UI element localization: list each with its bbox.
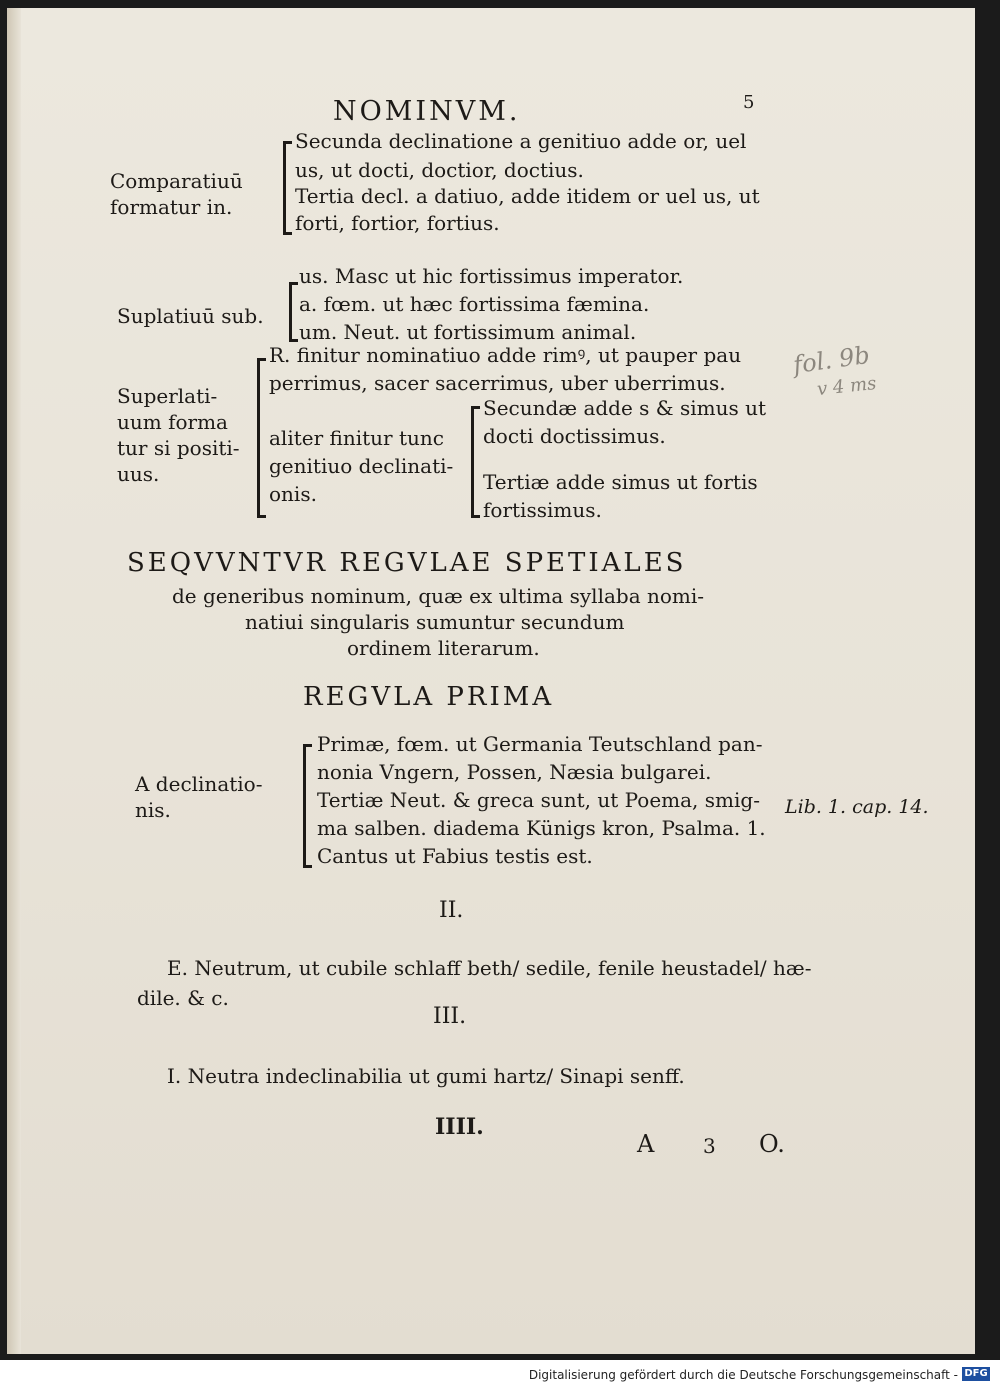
regula-prima-brace bbox=[303, 744, 306, 868]
comparative-line-3: Tertia decl. a datiuo, adde itidem or uel us, ut bbox=[295, 184, 760, 208]
regula-prima-side-1: A declinatio- bbox=[135, 772, 263, 796]
footer-bar bbox=[0, 1360, 1000, 1389]
page-spine-shadow bbox=[7, 8, 21, 1354]
tertiae-line-1: Tertiæ adde simus ut fortis bbox=[483, 470, 758, 494]
comparative-line-4: forti, fortior, fortius. bbox=[295, 211, 500, 235]
running-title: NOMINVM. bbox=[333, 96, 521, 127]
superlative-form-side-4: uus. bbox=[117, 462, 160, 486]
superlative-form-side-3: tur si positi- bbox=[117, 436, 240, 460]
regula-ii-line-1: E. Neutrum, ut cubile schlaff beth/ sedile, fenile heustadel/ hæ- bbox=[167, 956, 812, 980]
comparative-side-label-2: formatur in. bbox=[110, 195, 233, 219]
regula-iii-line: I. Neutra indeclinabilia ut gumi hartz/ Sinapi senff. bbox=[167, 1064, 685, 1088]
superlative-sub-line-3: um. Neut. ut fortissimum animal. bbox=[299, 320, 637, 344]
superlative-form-side-2: uum forma bbox=[117, 410, 228, 434]
regula-iii-number: III. bbox=[433, 1004, 467, 1029]
comparative-line-2: us, ut docti, doctior, doctius. bbox=[295, 158, 584, 182]
folio-number: 5 bbox=[743, 92, 755, 113]
aliter-line-2: genitiuo declinati- bbox=[269, 454, 454, 478]
superlative-sub-line-2: a. fœm. ut hæc fortissima fæmina. bbox=[299, 292, 650, 316]
pencil-note-2: v 4 ms bbox=[816, 372, 878, 401]
book-page bbox=[7, 8, 975, 1354]
regula-iiii-number: IIII. bbox=[435, 1114, 484, 1140]
regula-prima-line-2: nonia Vngern, Possen, Næsia bulgarei. bbox=[317, 760, 712, 784]
regula-prima-margin-note: Lib. 1. cap. 14. bbox=[785, 796, 929, 818]
superlative-form-side-1: Superlati- bbox=[117, 384, 218, 408]
aliter-line-3: onis. bbox=[269, 482, 317, 506]
regula-ii-number: II. bbox=[439, 898, 464, 923]
dfg-logo-icon: DFG bbox=[962, 1367, 990, 1381]
sequuntur-line-1: de generibus nominum, quæ ex ultima syllaba nomi- bbox=[172, 584, 705, 608]
regula-ii-line-2: dile. & c. bbox=[137, 986, 229, 1010]
comparative-brace bbox=[283, 141, 286, 235]
superlative-form-brace bbox=[257, 358, 260, 518]
signature-mark-number: 3 bbox=[703, 1134, 716, 1158]
sequuntur-line-2: natiui singularis sumuntur secundum bbox=[245, 610, 625, 634]
footer-credit-text: Digitalisierung gefördert durch die Deutsche Forschungsgemeinschaft - bbox=[528, 1368, 958, 1382]
signature-mark-a: A bbox=[637, 1130, 655, 1158]
pencil-note-1: fol. 9b bbox=[791, 340, 872, 380]
regula-prima-side-2: nis. bbox=[135, 798, 171, 822]
superlative-sub-side-label: Suplatiuū sub. bbox=[117, 304, 264, 328]
signature-mark-o: O. bbox=[759, 1130, 785, 1158]
comparative-line-1: Secunda declinatione a genitiuo adde or, uel bbox=[295, 129, 747, 153]
regula-prima-line-3: Tertiæ Neut. & greca sunt, ut Poema, smig- bbox=[317, 788, 760, 812]
tertiae-line-2: fortissimus. bbox=[483, 498, 602, 522]
superlative-sub-line-1: us. Masc ut hic fortissimus imperator. bbox=[299, 264, 684, 288]
regula-prima-line-4: ma salben. diadema Künigs kron, Psalma. 1. bbox=[317, 816, 766, 840]
regula-prima-line-1: Primæ, fœm. ut Germania Teutschland pan- bbox=[317, 732, 763, 756]
secundae-line-1: Secundæ adde s & simus ut bbox=[483, 396, 767, 420]
superlative-form-r-line-2: perrimus, sacer sacerrimus, uber uberrimus. bbox=[269, 371, 726, 395]
secundae-line-2: docti doctissimus. bbox=[483, 424, 666, 448]
comparative-side-label-1: Comparatiuū bbox=[110, 169, 243, 193]
regula-prima-heading: REGVLA PRIMA bbox=[303, 682, 555, 712]
regula-prima-line-5: Cantus ut Fabius testis est. bbox=[317, 844, 593, 868]
sequuntur-heading: SEQVVNTVR REGVLAE SPETIALES bbox=[127, 548, 687, 578]
superlative-sub-brace bbox=[289, 282, 292, 342]
aliter-line-1: aliter finitur tunc bbox=[269, 426, 444, 450]
superlative-form-r-line-1: R. finitur nominatiuo adde rimꝰ, ut pauper pau bbox=[269, 343, 742, 367]
sequuntur-line-3: ordinem literarum. bbox=[347, 636, 540, 660]
declension-sub-brace bbox=[471, 406, 474, 518]
